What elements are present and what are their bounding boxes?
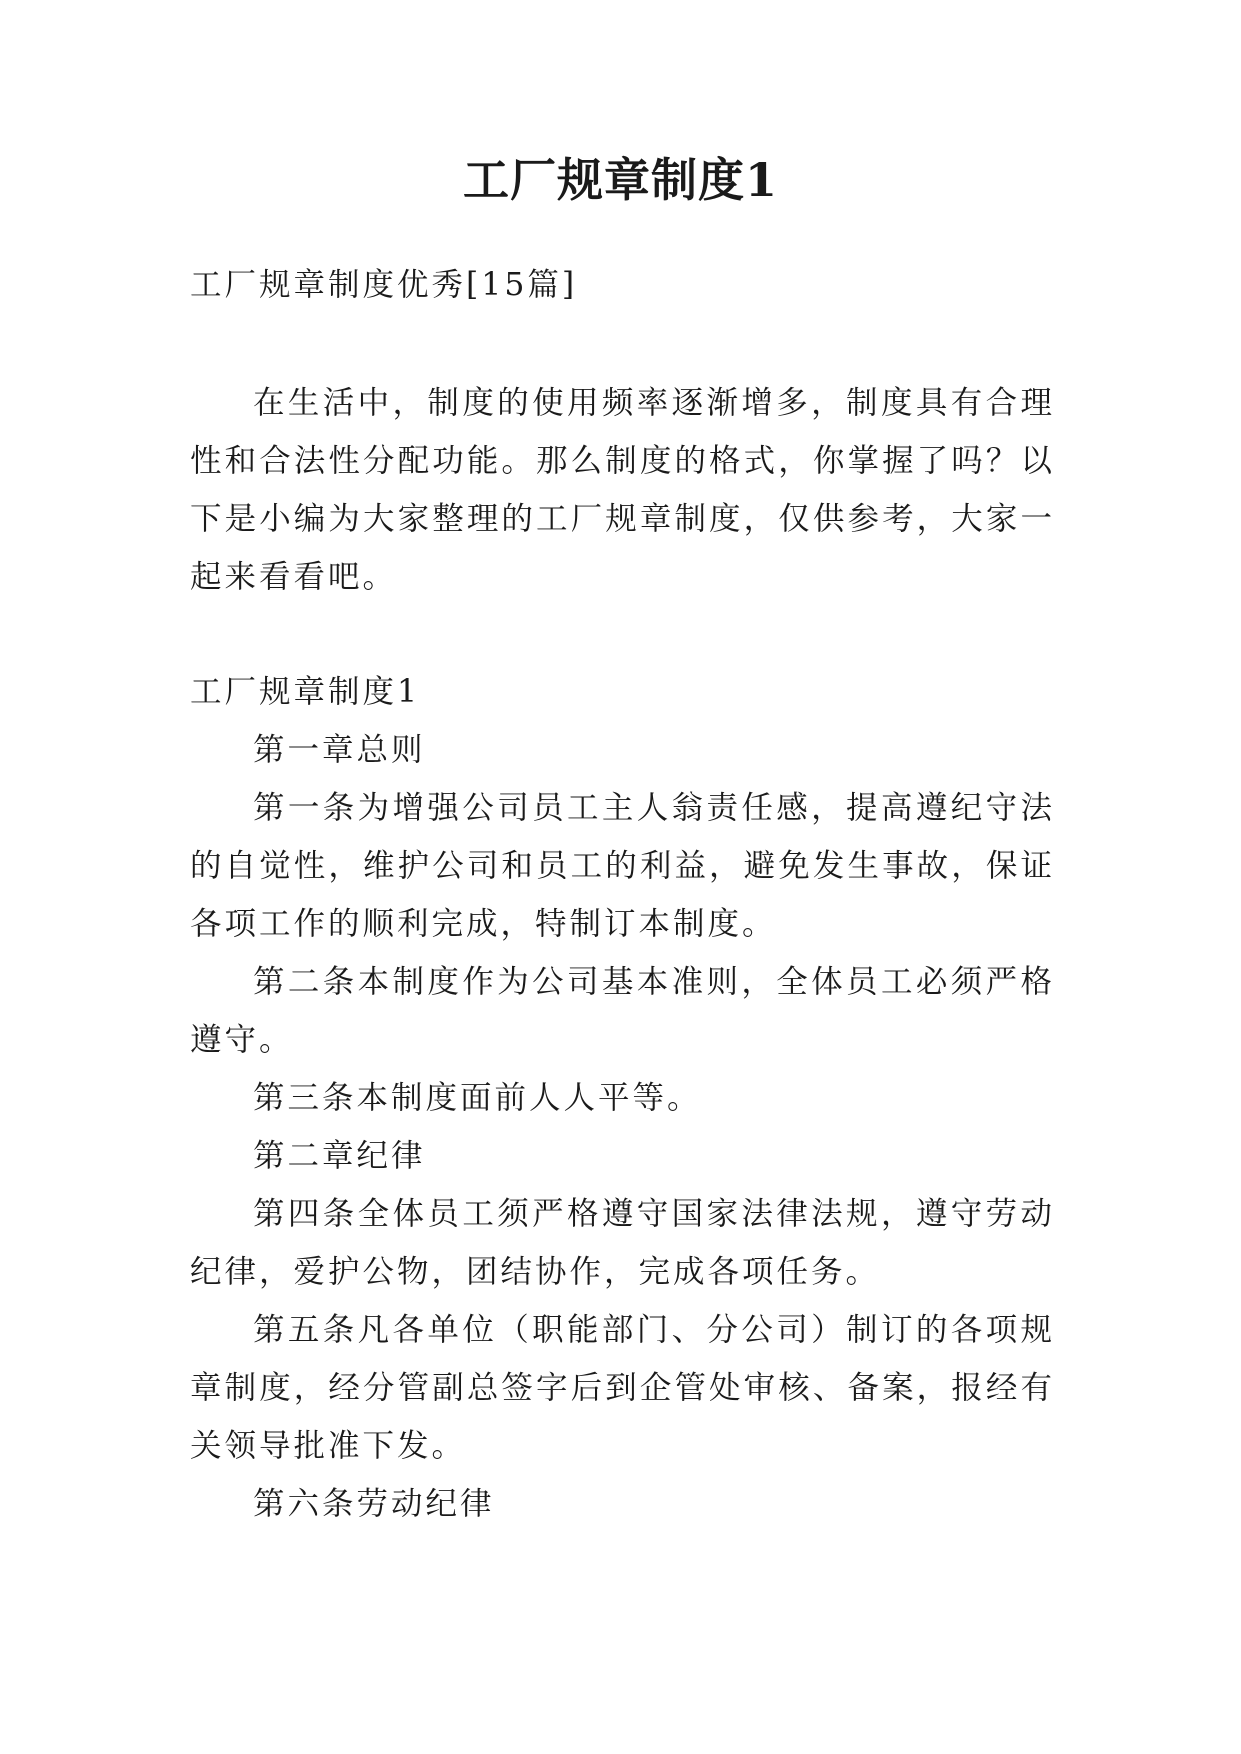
article-3: 第三条本制度面前人人平等。 [253, 1080, 702, 1116]
document-subtitle: 工厂规章制度优秀[15篇] [190, 267, 578, 303]
article-2: 第二条本制度作为公司基本准则，全体员工必须严格遵守。 [190, 964, 1055, 1058]
article-4: 第四条全体员工须严格遵守国家法律法规，遵守劳动纪律，爱护公物，团结协作，完成各项任务。 [190, 1196, 1055, 1290]
article-6: 第六条劳动纪律 [253, 1486, 495, 1522]
chapter-heading-general: 第一章总则 [253, 732, 426, 768]
article-5: 第五条凡各单位（职能部门、分公司）制订的各项规章制度，经分管副总签字后到企管处审核、备案，报经有关领导批准下发。 [190, 1312, 1055, 1464]
intro-paragraph: 在生活中，制度的使用频率逐渐增多，制度具有合理性和合法性分配功能。那么制度的格式，你掌握了吗？以下是小编为大家整理的工厂规章制度，仅供参考，大家一起来看看吧。 [190, 385, 1055, 595]
document-title: 工厂规章制度1 [462, 153, 778, 207]
article-1: 第一条为增强公司员工主人翁责任感，提高遵纪守法的自觉性，维护公司和员工的利益，避免发生事故，保证各项工作的顺利完成，特制订本制度。 [190, 790, 1055, 942]
section-title: 工厂规章制度1 [190, 674, 421, 710]
document-body [190, 256, 1055, 1533]
chapter-heading-discipline: 第二章纪律 [253, 1138, 426, 1174]
